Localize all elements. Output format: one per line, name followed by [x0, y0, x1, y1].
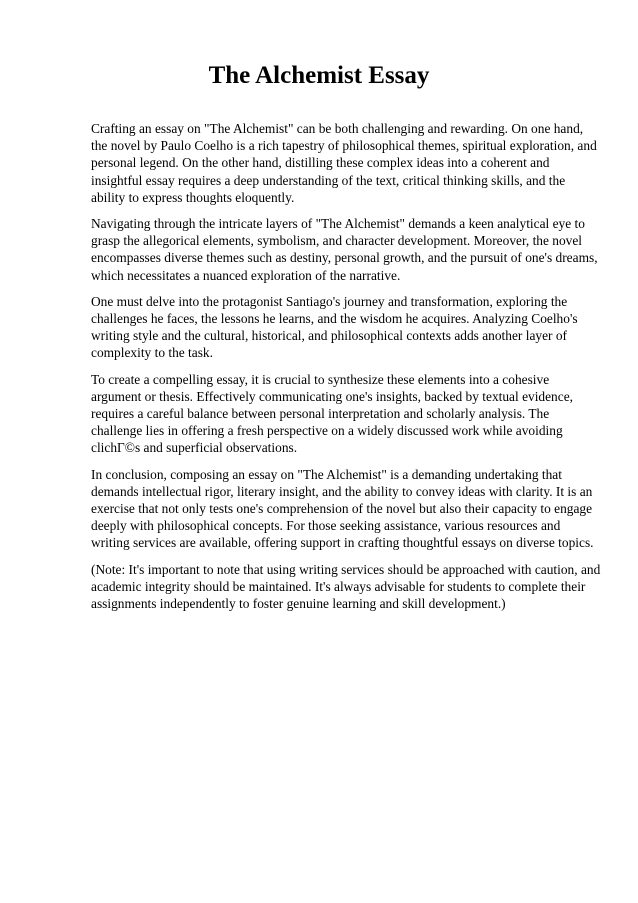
- paragraph-5: In conclusion, composing an essay on "The Alchemist" is a demanding undertaking that demands intellectual rigor, literary insight, and the ability to convey ideas with clarity. It is an exercise that not only tests one's comprehension of the novel but also their capacity to engage deeply with philosophical concepts. For those seeking assistance, various resources and writing services are available, offering support in crafting thoughtful essays on diverse topics.: [91, 466, 594, 551]
- paragraph-3: One must delve into the protagonist Santiago's journey and transformation, exploring the challenges he faces, the lessons he learns, and the wisdom he acquires. Analyzing Coelho's writing style and the cultural, historical, and philosophical contexts adds another layer of complexity to the task.: [91, 293, 578, 361]
- essay-body: [91, 120, 601, 621]
- page-title: The Alchemist Essay: [208, 62, 430, 89]
- paragraph-1: Crafting an essay on "The Alchemist" can be both challenging and rewarding. On one hand, the novel by Paulo Coelho is a rich tapestry of philosophical themes, spiritual exploration, and personal legend. On the other hand, distilling these complex ideas into a coherent and insightful essay requires a deep understanding of the text, critical thinking skills, and the ability to express thoughts eloquently.: [91, 121, 597, 205]
- paragraph-2: Navigating through the intricate layers of "The Alchemist" demands a keen analytical eye to grasp the allegorical elements, symbolism, and character development. Moreover, the novel encompasses diverse themes such as destiny, personal growth, and the pursuit of one's dreams, which necessitates a nuanced exploration of the narrative.: [91, 216, 598, 283]
- paragraph-4: To create a compelling essay, it is crucial to synthesize these elements into a cohesive argument or thesis. Effectively communicating one's insights, backed by textual evidence, requires a careful balance between personal interpretation and scholarly analysis. The challenge lies in offering a fresh perspective on a widely discussed work while avoiding clichГ©s and superficial observations.: [91, 371, 573, 456]
- paragraph-6-note: (Note: It's important to note that using writing services should be approached with caution, and academic integrity should be maintained. It's always advisable for students to complete their assignments independently to foster genuine learning and skill development.): [91, 561, 601, 612]
